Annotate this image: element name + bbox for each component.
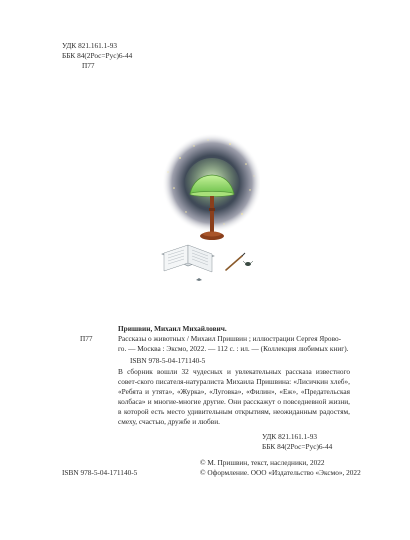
bibliography-author-mark: П77 (80, 334, 93, 343)
author-mark-top: П77 (82, 61, 95, 70)
small-moth (196, 278, 202, 281)
bibliography-isbn: ISBN 978-5-04-171140-5 (130, 356, 206, 365)
lamp-illustration (150, 128, 260, 288)
udk-code-bottom: УДК 821.161.1-93 (262, 432, 318, 441)
copyright-text: © М. Пришвин, текст, наследники, 2022 (200, 458, 325, 467)
bibliography-description-line1: Рассказы о животных / Михаил Пришвин ; иллюстрации Сергея Ярово- (118, 334, 342, 343)
bbk-code-top: ББК 84(2Рос=Рус)6-44 (62, 51, 133, 60)
copyright-design: © Оформление. ООО «Издательство «Эксмо», 2022 (200, 468, 361, 477)
bbk-code-bottom: ББК 84(2Рос=Рус)6-44 (262, 442, 333, 451)
open-book (162, 245, 214, 272)
bibliography-description-line2: го. — Москва : Эксмо, 2022. — 112 с. : ил. — (Коллекция любимых книг). (118, 344, 349, 353)
pencil (226, 253, 245, 270)
beetle (243, 261, 253, 266)
udk-code-top: УДК 821.161.1-93 (62, 41, 118, 50)
bibliography-author: Пришвин, Михаил Михайлович. (118, 324, 227, 333)
annotation-paragraph: В сборник вошли 32 чудесных и увлекательных рассказа известного совет-ского писателя-натуралиста Михаила Пришвина: «Лисичкин хлеб», «Ребята и утята», «Журка», «Луговка», «Филин», «Еж», «Предательская колбаса» и многие-многие другие. Они расскажут о повседневной жизни, в которой есть место удивительным открытиям, неожиданным радостям, смеху, счастью, дружбе и любви. (118, 367, 350, 427)
footer-isbn: ISBN 978-5-04-171140-5 (62, 468, 138, 477)
